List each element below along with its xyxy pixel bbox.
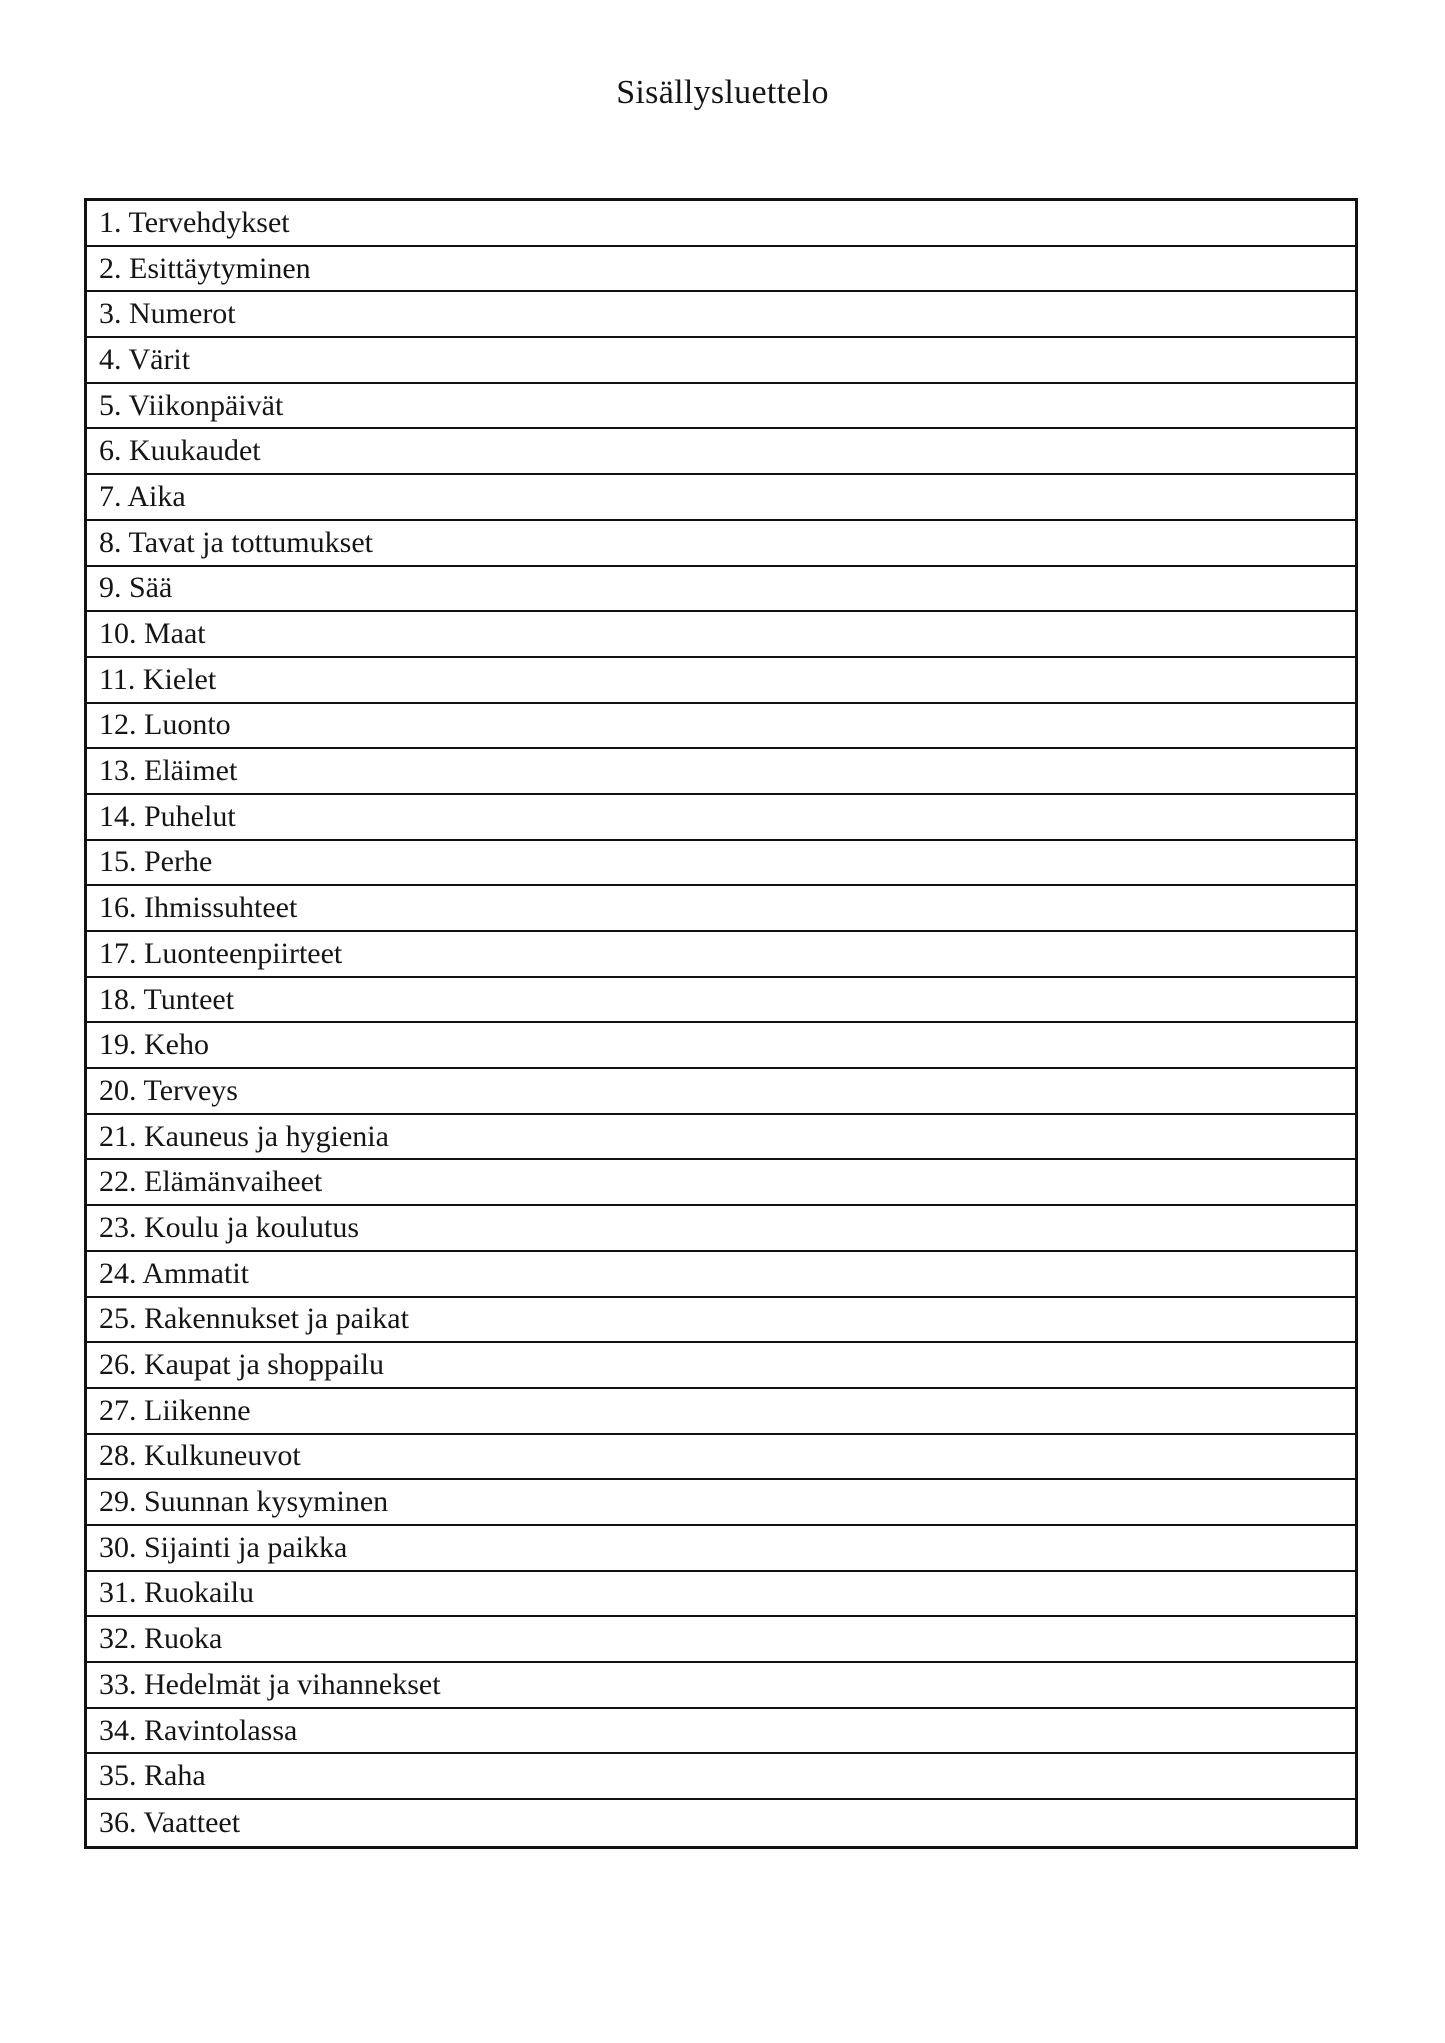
toc-item-label: 7. Aika [99,479,186,513]
toc-row [87,658,1355,704]
toc-item-label: 23. Koulu ja koulutus [99,1210,359,1244]
toc-row [87,247,1355,293]
toc-row [87,1800,1355,1846]
toc-item-label: 32. Ruoka [99,1622,223,1656]
page-title: Sisällysluettelo [616,74,829,111]
toc-item-label: 27. Liikenne [99,1393,251,1427]
toc-row [87,1572,1355,1618]
toc-item-label: 13. Eläimet [99,754,238,788]
toc-row [87,1389,1355,1435]
toc-item-label: 9. Sää [99,571,173,605]
toc-row [87,704,1355,750]
toc-row [87,841,1355,887]
toc-row [87,384,1355,430]
toc-row [87,429,1355,475]
toc-row [87,1343,1355,1389]
toc-item-label: 33. Hedelmät ja vihannekset [99,1667,441,1701]
toc-item-label: 10. Maat [99,617,206,651]
toc-item-label: 6. Kuukaudet [99,434,261,468]
toc-item-label: 16. Ihmissuhteet [99,891,298,925]
toc-row [87,1526,1355,1572]
toc-item-label: 34. Ravintolassa [99,1713,298,1747]
toc-item-label: 11. Kielet [99,662,217,696]
toc-item-label: 17. Luonteenpiirteet [99,936,343,970]
toc-item-label: 19. Keho [99,1028,209,1062]
toc-item-label: 8. Tavat ja tottumukset [99,525,373,559]
toc-row [87,475,1355,521]
toc-item-label: 24. Ammatit [99,1256,249,1290]
toc-row [87,338,1355,384]
toc-row [87,1069,1355,1115]
toc-item-label: 21. Kauneus ja hygienia [99,1119,389,1153]
toc-row [87,201,1355,247]
toc-row [87,749,1355,795]
toc-item-label: 28. Kulkuneuvot [99,1439,301,1473]
toc-row [87,886,1355,932]
toc-row [87,795,1355,841]
toc-row [87,1754,1355,1800]
toc-item-label: 31. Ruokailu [99,1576,254,1610]
toc-row [87,1617,1355,1663]
toc-row [87,1206,1355,1252]
toc-table [84,198,1358,1849]
toc-item-label: 18. Tunteet [99,982,235,1016]
toc-row [87,612,1355,658]
toc-row [87,521,1355,567]
toc-row [87,567,1355,613]
toc-item-label: 5. Viikonpäivät [99,388,284,422]
toc-item-label: 30. Sijainti ja paikka [99,1530,348,1564]
toc-item-label: 2. Esittäytyminen [99,251,311,285]
toc-item-label: 22. Elämänvaiheet [99,1165,323,1199]
toc-item-label: 14. Puhelut [99,799,236,833]
toc-item-label: 4. Värit [99,342,191,376]
toc-item-label: 35. Raha [99,1759,206,1793]
toc-item-label: 25. Rakennukset ja paikat [99,1302,409,1336]
toc-row [87,1709,1355,1755]
toc-row [87,292,1355,338]
toc-row [87,1480,1355,1526]
toc-row [87,1023,1355,1069]
toc-row [87,1115,1355,1161]
toc-item-label: 36. Vaatteet [99,1805,241,1839]
toc-row [87,1160,1355,1206]
toc-item-label: 1. Tervehdykset [99,205,290,239]
toc-row [87,932,1355,978]
toc-item-label: 29. Suunnan kysyminen [99,1485,389,1519]
toc-item-label: 3. Numerot [99,297,236,331]
toc-row [87,1298,1355,1344]
toc-item-label: 15. Perhe [99,845,213,879]
toc-row [87,978,1355,1024]
toc-row [87,1252,1355,1298]
toc-item-label: 20. Terveys [99,1073,238,1107]
toc-row [87,1663,1355,1709]
toc-item-label: 12. Luonto [99,708,231,742]
toc-item-label: 26. Kaupat ja shoppailu [99,1348,384,1382]
toc-row [87,1435,1355,1481]
